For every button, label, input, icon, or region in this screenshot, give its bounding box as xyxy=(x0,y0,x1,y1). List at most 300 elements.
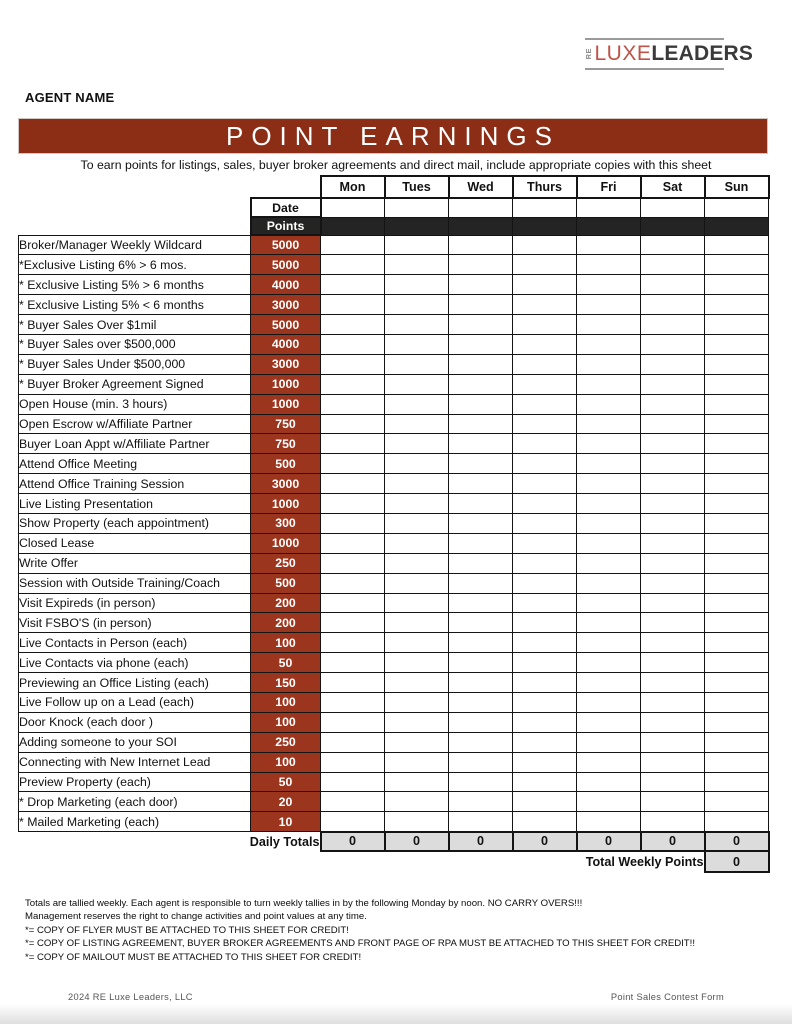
tally-cell xyxy=(321,593,385,613)
tally-cell xyxy=(705,633,769,653)
tally-cell xyxy=(577,494,641,514)
page-title: POINT EARNINGS xyxy=(225,120,560,151)
tally-cell xyxy=(321,812,385,832)
tally-cell xyxy=(513,712,577,732)
tally-cell xyxy=(641,354,705,374)
activity-row xyxy=(19,315,769,335)
tally-cell xyxy=(385,553,449,573)
date-cell xyxy=(449,198,513,217)
tally-cell xyxy=(577,633,641,653)
tally-cell xyxy=(705,434,769,454)
tally-cell xyxy=(385,494,449,514)
daily-total-sun: 0 xyxy=(705,832,769,852)
points-value: 4000 xyxy=(251,334,321,354)
tally-cell xyxy=(577,374,641,394)
tally-cell xyxy=(449,494,513,514)
activity-row xyxy=(19,454,769,474)
tally-cell xyxy=(705,235,769,255)
tally-cell xyxy=(705,812,769,832)
activity-label: * Drop Marketing (each door) xyxy=(19,792,251,812)
tally-cell xyxy=(321,474,385,494)
points-value: 250 xyxy=(251,553,321,573)
tally-cell xyxy=(705,414,769,434)
points-value: 1000 xyxy=(251,374,321,394)
activity-label: Preview Property (each) xyxy=(19,772,251,792)
tally-cell xyxy=(385,414,449,434)
tally-cell xyxy=(577,513,641,533)
tally-cell xyxy=(385,613,449,633)
activity-row xyxy=(19,533,769,553)
points-table-body xyxy=(19,235,769,832)
tally-cell xyxy=(577,593,641,613)
tally-cell xyxy=(513,354,577,374)
activity-label: Closed Lease xyxy=(19,533,251,553)
tally-cell xyxy=(705,394,769,414)
day-header-thurs: Thurs xyxy=(513,176,577,198)
tally-cell xyxy=(641,692,705,712)
tally-cell xyxy=(705,315,769,335)
points-header-cell xyxy=(449,217,513,235)
tally-cell xyxy=(577,295,641,315)
points-header-cell xyxy=(641,217,705,235)
tally-cell xyxy=(321,653,385,673)
points-header-cell xyxy=(705,217,769,235)
spacer-cell xyxy=(19,198,251,217)
tally-cell xyxy=(513,394,577,414)
tally-cell xyxy=(513,255,577,275)
tally-cell xyxy=(321,712,385,732)
activity-label: Session with Outside Training/Coach xyxy=(19,573,251,593)
activity-row xyxy=(19,513,769,533)
tally-cell xyxy=(449,633,513,653)
points-value: 5000 xyxy=(251,255,321,275)
points-header-cell xyxy=(321,217,385,235)
tally-cell xyxy=(705,295,769,315)
tally-cell xyxy=(449,235,513,255)
tally-cell xyxy=(577,434,641,454)
tally-cell xyxy=(449,613,513,633)
activity-row xyxy=(19,613,769,633)
tally-cell xyxy=(321,315,385,335)
date-row-label: Date xyxy=(251,198,321,217)
tally-cell xyxy=(385,474,449,494)
tally-cell xyxy=(577,792,641,812)
day-header-sun: Sun xyxy=(705,176,769,198)
points-value: 50 xyxy=(251,772,321,792)
tally-cell xyxy=(641,474,705,494)
activity-row xyxy=(19,494,769,514)
tally-cell xyxy=(705,653,769,673)
tally-cell xyxy=(385,454,449,474)
tally-cell xyxy=(513,434,577,454)
tally-cell xyxy=(513,653,577,673)
tally-cell xyxy=(321,235,385,255)
tally-cell xyxy=(641,513,705,533)
points-value: 5000 xyxy=(251,315,321,335)
daily-total-thurs: 0 xyxy=(513,832,577,852)
page-edge-shadow xyxy=(0,1004,792,1024)
tally-cell xyxy=(641,255,705,275)
day-header-row xyxy=(19,176,769,198)
tally-cell xyxy=(641,434,705,454)
tally-cell xyxy=(513,235,577,255)
tally-cell xyxy=(385,334,449,354)
tally-cell xyxy=(705,474,769,494)
tally-cell xyxy=(321,434,385,454)
tally-cell xyxy=(321,414,385,434)
tally-cell xyxy=(321,633,385,653)
activity-row xyxy=(19,792,769,812)
tally-cell xyxy=(705,692,769,712)
activity-label: Live Listing Presentation xyxy=(19,494,251,514)
date-cell xyxy=(513,198,577,217)
tally-cell xyxy=(577,732,641,752)
tally-cell xyxy=(641,792,705,812)
tally-cell xyxy=(705,613,769,633)
points-value: 1000 xyxy=(251,494,321,514)
tally-cell xyxy=(705,593,769,613)
tally-cell xyxy=(385,513,449,533)
activity-row xyxy=(19,374,769,394)
points-value: 100 xyxy=(251,633,321,653)
note-line: *= COPY OF FLYER MUST BE ATTACHED TO THIS SHEET FOR CREDIT! xyxy=(25,924,349,936)
total-weekly-value: 0 xyxy=(705,851,769,872)
tally-cell xyxy=(513,334,577,354)
tally-cell xyxy=(385,315,449,335)
points-header-cell xyxy=(385,217,449,235)
tally-cell xyxy=(449,394,513,414)
points-table xyxy=(18,175,770,873)
activity-row xyxy=(19,334,769,354)
tally-cell xyxy=(577,673,641,693)
tally-cell xyxy=(321,732,385,752)
tally-cell xyxy=(449,315,513,335)
logo-re-mark: RE xyxy=(584,47,593,60)
tally-cell xyxy=(321,374,385,394)
date-cell xyxy=(705,198,769,217)
tally-cell xyxy=(577,414,641,434)
tally-cell xyxy=(641,454,705,474)
tally-cell xyxy=(705,573,769,593)
tally-cell xyxy=(641,712,705,732)
points-value: 100 xyxy=(251,752,321,772)
tally-cell xyxy=(513,454,577,474)
points-header-cell xyxy=(577,217,641,235)
date-cell xyxy=(641,198,705,217)
points-value: 1000 xyxy=(251,533,321,553)
tally-cell xyxy=(641,414,705,434)
activity-label: Live Contacts in Person (each) xyxy=(19,633,251,653)
points-value: 100 xyxy=(251,712,321,732)
activity-row xyxy=(19,673,769,693)
tally-cell xyxy=(449,653,513,673)
tally-cell xyxy=(641,275,705,295)
tally-cell xyxy=(577,394,641,414)
tally-cell xyxy=(449,474,513,494)
tally-cell xyxy=(385,712,449,732)
logo-luxe-text: LUXE xyxy=(594,42,652,65)
daily-totals-label: Daily Totals xyxy=(249,834,320,849)
tally-cell xyxy=(641,613,705,633)
day-header-sat: Sat xyxy=(641,176,705,198)
tally-cell xyxy=(705,354,769,374)
points-value: 150 xyxy=(251,673,321,693)
footer-right-text: Point Sales Contest Form xyxy=(610,992,724,1002)
note-line: Management reserves the right to change activities and point values at any time. xyxy=(25,911,367,923)
points-value: 300 xyxy=(251,513,321,533)
activity-label: Previewing an Office Listing (each) xyxy=(19,673,251,693)
points-header-cell xyxy=(513,217,577,235)
tally-cell xyxy=(705,553,769,573)
tally-cell xyxy=(449,732,513,752)
tally-cell xyxy=(577,454,641,474)
tally-cell xyxy=(577,812,641,832)
tally-cell xyxy=(385,673,449,693)
points-row-label: Points xyxy=(251,217,321,235)
tally-cell xyxy=(705,533,769,553)
tally-cell xyxy=(513,673,577,693)
activity-row xyxy=(19,752,769,772)
tally-cell xyxy=(385,573,449,593)
points-value: 4000 xyxy=(251,275,321,295)
tally-cell xyxy=(513,613,577,633)
daily-total-mon: 0 xyxy=(321,832,385,852)
activity-row xyxy=(19,633,769,653)
activity-row xyxy=(19,434,769,454)
tally-cell xyxy=(641,752,705,772)
activity-label: Visit FSBO'S (in person) xyxy=(19,613,251,633)
tally-cell xyxy=(577,692,641,712)
activity-label: Attend Office Training Session xyxy=(19,474,251,494)
tally-cell xyxy=(385,653,449,673)
tally-cell xyxy=(449,295,513,315)
tally-cell xyxy=(641,593,705,613)
tally-cell xyxy=(705,752,769,772)
tally-cell xyxy=(641,295,705,315)
tally-cell xyxy=(641,235,705,255)
tally-cell xyxy=(705,275,769,295)
points-value: 3000 xyxy=(251,474,321,494)
tally-cell xyxy=(321,752,385,772)
tally-cell xyxy=(385,434,449,454)
daily-totals-row xyxy=(19,832,769,852)
points-value: 500 xyxy=(251,454,321,474)
points-value: 100 xyxy=(251,692,321,712)
tally-cell xyxy=(513,633,577,653)
activity-label: Buyer Loan Appt w/Affiliate Partner xyxy=(19,434,251,454)
tally-cell xyxy=(385,374,449,394)
tally-cell xyxy=(577,354,641,374)
activity-label: Connecting with New Internet Lead xyxy=(19,752,251,772)
tally-cell xyxy=(641,772,705,792)
activity-row xyxy=(19,295,769,315)
points-value: 500 xyxy=(251,573,321,593)
tally-cell xyxy=(577,712,641,732)
tally-cell xyxy=(321,295,385,315)
tally-cell xyxy=(321,673,385,693)
tally-cell xyxy=(449,513,513,533)
tally-cell xyxy=(321,533,385,553)
tally-cell xyxy=(449,553,513,573)
tally-cell xyxy=(513,513,577,533)
tally-cell xyxy=(513,315,577,335)
tally-cell xyxy=(705,255,769,275)
tally-cell xyxy=(577,772,641,792)
activity-row xyxy=(19,474,769,494)
points-value: 20 xyxy=(251,792,321,812)
points-value: 3000 xyxy=(251,295,321,315)
tally-cell xyxy=(513,414,577,434)
points-header-row xyxy=(19,217,769,235)
tally-cell xyxy=(577,315,641,335)
activity-row xyxy=(19,354,769,374)
logo-text xyxy=(584,40,754,68)
activity-label: * Buyer Sales over $500,000 xyxy=(19,334,251,354)
tally-cell xyxy=(321,513,385,533)
date-cell xyxy=(385,198,449,217)
activity-row xyxy=(19,275,769,295)
tally-cell xyxy=(321,692,385,712)
tally-cell xyxy=(385,732,449,752)
tally-cell xyxy=(705,772,769,792)
tally-cell xyxy=(577,553,641,573)
tally-cell xyxy=(385,275,449,295)
tally-cell xyxy=(705,712,769,732)
logo-leaders-text: LEADERS xyxy=(651,42,754,65)
activity-row xyxy=(19,573,769,593)
tally-cell xyxy=(449,792,513,812)
points-value: 10 xyxy=(251,812,321,832)
activity-row xyxy=(19,235,769,255)
day-header-tues: Tues xyxy=(385,176,449,198)
tally-cell xyxy=(705,374,769,394)
tally-cell xyxy=(577,653,641,673)
activity-label: Open House (min. 3 hours) xyxy=(19,394,251,414)
activity-label: * Exclusive Listing 5% > 6 months xyxy=(19,275,251,295)
tally-cell xyxy=(449,255,513,275)
activity-label: Broker/Manager Weekly Wildcard xyxy=(19,235,251,255)
tally-cell xyxy=(641,653,705,673)
activity-row xyxy=(19,255,769,275)
activity-row xyxy=(19,692,769,712)
tally-cell xyxy=(641,334,705,354)
daily-total-wed: 0 xyxy=(449,832,513,852)
tally-cell xyxy=(449,434,513,454)
tally-cell xyxy=(513,553,577,573)
footer-left-text: 2024 RE Luxe Leaders, LLC xyxy=(68,992,193,1002)
activity-row xyxy=(19,414,769,434)
activity-label: Write Offer xyxy=(19,553,251,573)
activity-label: Live Contacts via phone (each) xyxy=(19,653,251,673)
tally-cell xyxy=(513,374,577,394)
tally-cell xyxy=(449,772,513,792)
tally-cell xyxy=(321,553,385,573)
tally-cell xyxy=(513,792,577,812)
tally-cell xyxy=(449,692,513,712)
tally-cell xyxy=(641,553,705,573)
note-line: *= COPY OF LISTING AGREEMENT, BUYER BROKER AGREEMENTS AND FRONT PAGE OF RPA MUST BE ATTACHED TO THIS SHEET FOR CREDIT!! xyxy=(25,938,695,950)
spacer-cell xyxy=(19,176,251,198)
tally-cell xyxy=(577,752,641,772)
activity-label: *Exclusive Listing 6% > 6 mos. xyxy=(19,255,251,275)
page-footer xyxy=(0,992,792,1002)
tally-cell xyxy=(513,752,577,772)
points-value: 50 xyxy=(251,653,321,673)
tally-cell xyxy=(705,673,769,693)
tally-cell xyxy=(385,812,449,832)
points-value: 1000 xyxy=(251,394,321,414)
tally-cell xyxy=(449,374,513,394)
tally-cell xyxy=(385,235,449,255)
tally-cell xyxy=(385,295,449,315)
day-header-fri: Fri xyxy=(577,176,641,198)
points-value: 200 xyxy=(251,593,321,613)
luxe-leaders-logo xyxy=(584,38,754,70)
total-weekly-label: Total Weekly Points xyxy=(585,855,704,870)
tally-cell xyxy=(449,414,513,434)
agent-name-label: AGENT NAME xyxy=(25,90,115,105)
tally-cell xyxy=(321,334,385,354)
logo-bottom-rule xyxy=(585,68,724,70)
tally-cell xyxy=(513,772,577,792)
tally-cell xyxy=(321,275,385,295)
tally-cell xyxy=(513,692,577,712)
tally-cell xyxy=(385,593,449,613)
spacer-cell xyxy=(19,217,251,235)
tally-cell xyxy=(641,494,705,514)
activity-row xyxy=(19,772,769,792)
day-header-wed: Wed xyxy=(449,176,513,198)
tally-cell xyxy=(385,633,449,653)
tally-cell xyxy=(513,812,577,832)
activity-label: Door Knock (each door ) xyxy=(19,712,251,732)
points-value: 750 xyxy=(251,434,321,454)
tally-cell xyxy=(385,772,449,792)
tally-cell xyxy=(577,334,641,354)
tally-cell xyxy=(641,573,705,593)
tally-cell xyxy=(321,255,385,275)
tally-cell xyxy=(705,334,769,354)
tally-cell xyxy=(705,513,769,533)
tally-cell xyxy=(577,533,641,553)
tally-cell xyxy=(385,533,449,553)
tally-cell xyxy=(513,474,577,494)
tally-cell xyxy=(577,613,641,633)
tally-cell xyxy=(641,394,705,414)
activity-label: * Buyer Sales Under $500,000 xyxy=(19,354,251,374)
activity-row xyxy=(19,812,769,832)
tally-cell xyxy=(577,573,641,593)
tally-cell xyxy=(385,792,449,812)
tally-cell xyxy=(321,394,385,414)
activity-label: Visit Expireds (in person) xyxy=(19,593,251,613)
activity-row xyxy=(19,394,769,414)
tally-cell xyxy=(641,732,705,752)
activity-label: Adding someone to your SOI xyxy=(19,732,251,752)
tally-cell xyxy=(449,812,513,832)
tally-cell xyxy=(449,354,513,374)
daily-total-fri: 0 xyxy=(577,832,641,852)
tally-cell xyxy=(385,255,449,275)
tally-cell xyxy=(641,633,705,653)
tally-cell xyxy=(641,533,705,553)
points-value: 3000 xyxy=(251,354,321,374)
date-cell xyxy=(577,198,641,217)
date-cell xyxy=(321,198,385,217)
tally-cell xyxy=(385,692,449,712)
tally-cell xyxy=(513,494,577,514)
tally-cell xyxy=(385,354,449,374)
